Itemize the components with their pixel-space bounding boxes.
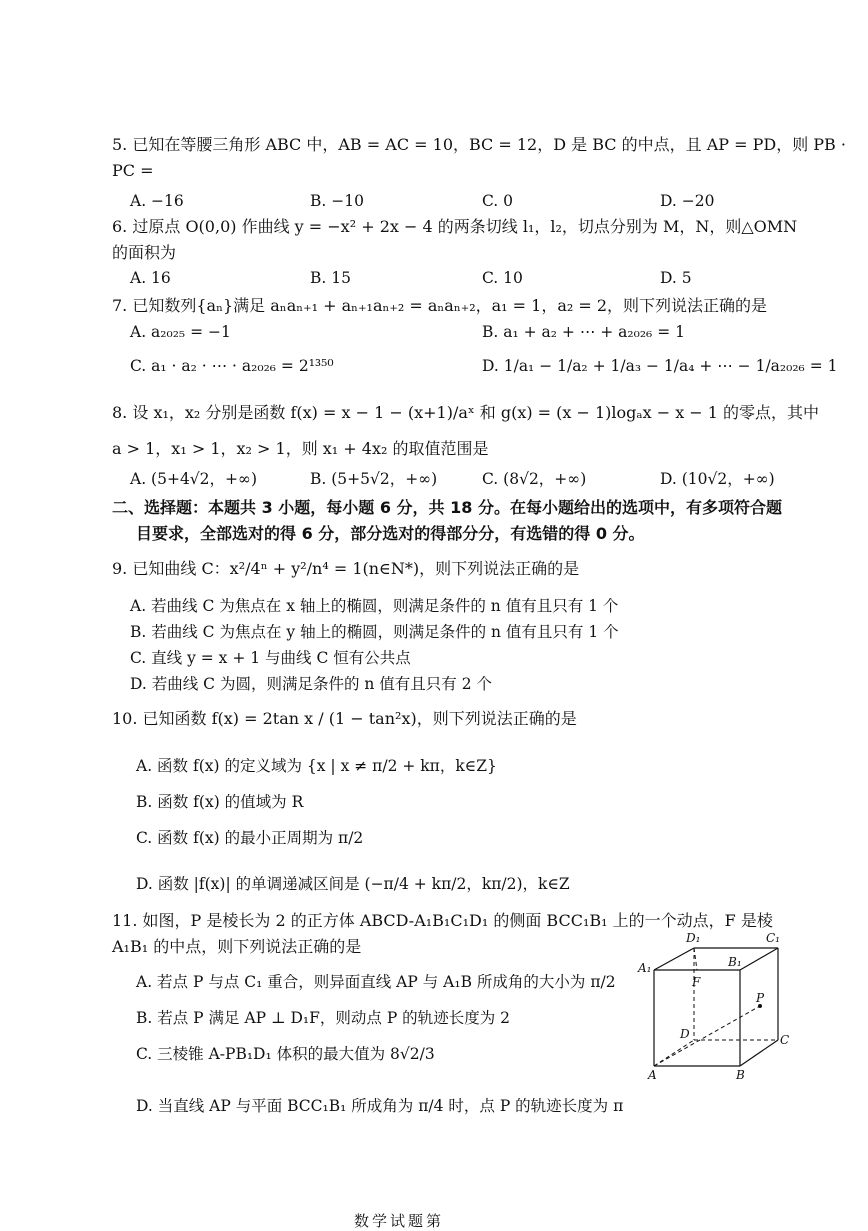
q5-option-b: B. −10	[310, 192, 364, 210]
q9-option-c: C. 直线 y = x + 1 与曲线 C 恒有公共点	[130, 649, 411, 667]
q9-option-b: B. 若曲线 C 为焦点在 y 轴上的椭圆，则满足条件的 n 值有且只有 1 个	[130, 623, 619, 641]
edge-a1d1	[654, 948, 694, 970]
label-d: D	[680, 1027, 690, 1041]
section-2-instructions-line2: 目要求，全部选对的得 6 分，部分选对的得部分分，有选错的得 0 分。	[136, 524, 645, 543]
q8-option-a: A. (5+4√2，+∞)	[130, 470, 257, 488]
q10-option-b: B. 函数 f(x) 的值域为 R	[136, 793, 304, 811]
q10-stem: 10. 已知函数 f(x) = 2tan x / (1 − tan²x)，则下列说法正确的是	[112, 709, 577, 728]
label-b: B	[736, 1068, 745, 1080]
edge-bc	[740, 1040, 778, 1066]
q7-option-c: C. a₁ · a₂ · ⋯ · a₂₀₂₆ = 2¹³⁵⁰	[130, 357, 334, 375]
label-c: C	[780, 1033, 790, 1047]
label-b1: B₁	[728, 955, 742, 969]
q7-option-b: B. a₁ + a₂ + ⋯ + a₂₀₂₆ = 1	[482, 323, 685, 341]
q7-stem: 7. 已知数列{aₙ}满足 aₙaₙ₊₁ + aₙ₊₁aₙ₊₂ = aₙaₙ₊₂，a₁ = 1，a₂ = 2，则下列说法正确的是	[112, 296, 768, 315]
label-a: A	[648, 1068, 657, 1080]
q6-stem-line1: 6. 过原点 O(0,0) 作曲线 y = −x² + 2x − 4 的两条切线 l₁，l₂，切点分别为 M，N，则△OMN	[112, 217, 798, 236]
q5-stem-line1: 5. 已知在等腰三角形 ABC 中，AB = AC = 10，BC = 12，D 是 BC 的中点，且 AP = PD，则 PB ·	[112, 135, 846, 154]
label-c1: C₁	[766, 931, 780, 945]
q6-option-a: A. 16	[130, 269, 171, 287]
q8-option-b: B. (5+5√2，+∞)	[310, 470, 438, 488]
q6-option-c: C. 10	[482, 269, 523, 287]
q5-option-d: D. −20	[660, 192, 715, 210]
cube-figure	[636, 928, 796, 1080]
label-p: P	[756, 991, 765, 1005]
q11-option-a: A. 若点 P 与点 C₁ 重合，则异面直线 AP 与 A₁B 所成角的大小为 π/2	[136, 973, 616, 991]
label-f: F	[692, 975, 701, 989]
q9-stem: 9. 已知曲线 C：x²/4ⁿ + y²/n⁴ = 1(n∈N*)，则下列说法正确的是	[112, 559, 580, 578]
q10-option-c: C. 函数 f(x) 的最小正周期为 π/2	[136, 829, 364, 847]
q11-option-d: D. 当直线 AP 与平面 BCC₁B₁ 所成角为 π/4 时，点 P 的轨迹长度为 π	[136, 1097, 624, 1115]
q10-option-d: D. 函数 |f(x)| 的单调递减区间是 (−π/4 + kπ/2，kπ/2)，k∈Z	[136, 875, 570, 893]
q7-option-a: A. a₂₀₂₅ = −1	[130, 323, 231, 341]
q11-stem-line2: A₁B₁ 的中点，则下列说法正确的是	[112, 937, 362, 956]
q11-stem-line1: 11. 如图，P 是棱长为 2 的正方体 ABCD-A₁B₁C₁D₁ 的侧面 BCC₁B₁ 上的一个动点，F 是棱	[112, 911, 773, 930]
q8-stem-line1: 8. 设 x₁，x₂ 分别是函数 f(x) = x − 1 − (x+1)/aˣ 和 g(x) = (x − 1)logₐx − x − 1 的零点，其中	[112, 403, 820, 422]
q8-option-d: D. (10√2，+∞)	[660, 470, 775, 488]
q8-stem-line2: a > 1，x₁ > 1，x₂ > 1，则 x₁ + 4x₂ 的取值范围是	[112, 439, 489, 458]
q10-option-a: A. 函数 f(x) 的定义域为 {x | x ≠ π/2 + kπ，k∈Z}	[136, 757, 497, 775]
label-a1: A₁	[638, 961, 652, 975]
q8-option-c: C. (8√2，+∞)	[482, 470, 587, 488]
label-d1: D₁	[686, 931, 701, 945]
edge-b1c1	[740, 948, 778, 970]
q7-option-d: D. 1/a₁ − 1/a₂ + 1/a₃ − 1/a₄ + ⋯ − 1/a₂₀₂₆ = 1	[482, 357, 838, 375]
q5-option-a: A. −16	[130, 192, 184, 210]
q11-option-b: B. 若点 P 满足 AP ⊥ D₁F，则动点 P 的轨迹长度为 2	[136, 1009, 510, 1027]
q9-option-a: A. 若曲线 C 为焦点在 x 轴上的椭圆，则满足条件的 n 值有且只有 1 个	[130, 597, 619, 615]
q5-stem-line2: PC =	[112, 161, 154, 180]
segment-ap	[654, 1006, 760, 1066]
q6-stem-line2: 的面积为	[112, 243, 177, 262]
section-2-instructions-line1: 二、选择题：本题共 3 小题，每小题 6 分，共 18 分。在每小题给出的选项中，有多项符合题	[112, 498, 782, 517]
q11-option-c: C. 三棱锥 A-PB₁D₁ 体积的最大值为 8√2/3	[136, 1045, 435, 1063]
page-footer: 数学试题第	[354, 1212, 445, 1230]
q5-option-c: C. 0	[482, 192, 514, 210]
q6-option-b: B. 15	[310, 269, 351, 287]
q6-option-d: D. 5	[660, 269, 692, 287]
q9-option-d: D. 若曲线 C 为圆，则满足条件的 n 值有且只有 2 个	[130, 675, 492, 693]
